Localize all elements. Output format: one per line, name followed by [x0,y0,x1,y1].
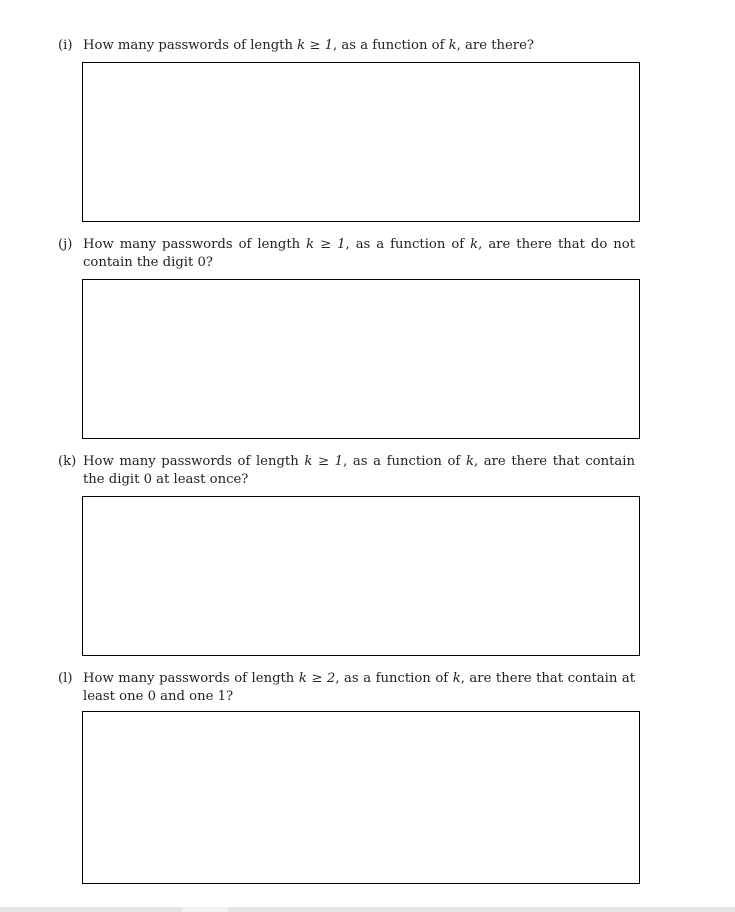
question-text [83,670,635,706]
question-label: (l) [58,671,73,686]
question-text-part: How many passwords of length [83,237,307,252]
question-text-part: , are there that contain at least one 0 and one 1? [83,671,636,704]
question-text-part: How many passwords of length [83,671,299,686]
answer-box-k[interactable] [82,496,640,656]
math-expression: k ≥ 2 [298,671,336,686]
question-text-part: , are there that do not contain the digit 0? [83,237,635,270]
question-text-part: How many passwords of length [83,454,305,469]
question-text-part: How many passwords of length [83,38,298,53]
math-variable: k [448,38,457,53]
question-text-part: , as a function of [332,38,449,53]
question-text-part: , are there? [456,38,534,53]
question-text [83,236,635,272]
question-text-part: , are there that contain the digit 0 at least once? [83,454,635,487]
answer-box-j[interactable] [82,279,640,439]
question-label: (k) [58,454,77,469]
math-expression: k ≥ 1 [304,454,344,469]
math-variable: k [465,454,474,469]
question-label: (j) [58,237,73,252]
question-text-part: , as a function of [343,454,466,469]
question-text-part: , as a function of [335,671,453,686]
math-expression: k ≥ 1 [306,237,346,252]
question-label: (i) [58,38,73,53]
question-text [83,37,635,55]
math-expression: k ≥ 1 [297,38,333,53]
question-text [83,453,635,489]
horizontal-scrollbar-track[interactable] [0,907,735,912]
math-variable: k [470,237,479,252]
math-variable: k [452,671,461,686]
question-text-part: , as a function of [345,237,471,252]
answer-box-l[interactable] [82,711,640,884]
answer-box-i[interactable] [82,62,640,222]
horizontal-scrollbar-thumb[interactable] [182,907,228,912]
